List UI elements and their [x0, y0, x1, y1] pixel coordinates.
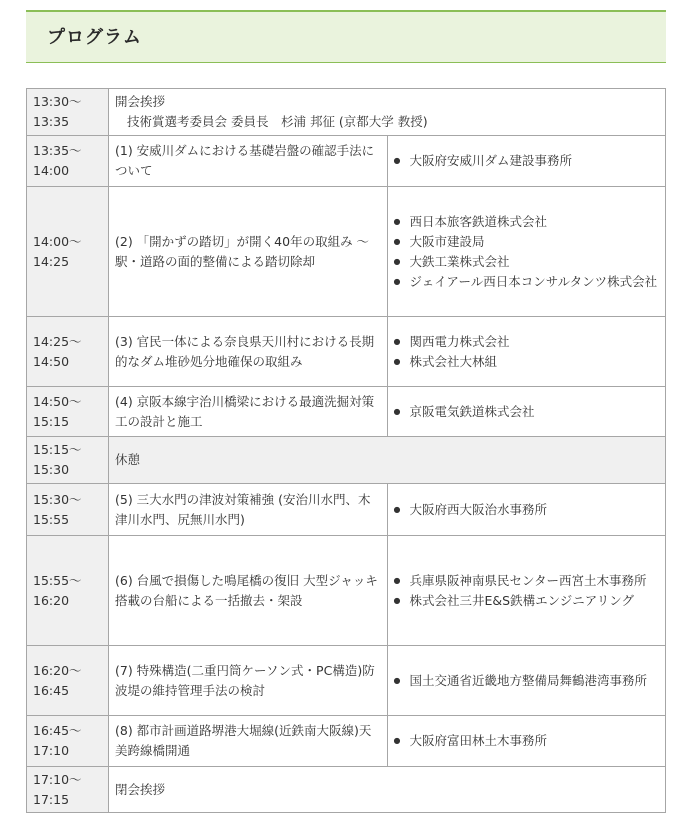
org-cell [387, 484, 666, 536]
title-cell [109, 187, 388, 317]
title-cell [109, 317, 388, 387]
start-time: 13:30～ [33, 94, 82, 109]
session-title: (4) 京阪本線宇治川橋梁における最適洗掘対策工の設計と施工 [115, 393, 375, 429]
title-cell [109, 387, 388, 437]
session-title: (8) 都市計画道路堺港大堀線(近鉄南大阪線)天美跨線橋開通 [115, 723, 372, 758]
start-time: 16:20～ [33, 662, 82, 678]
title-cell [109, 484, 388, 536]
start-time: 15:15～ [33, 442, 82, 457]
end-time: 16:45 [33, 682, 70, 698]
start-time: 15:30～ [33, 491, 82, 507]
time-cell [27, 136, 109, 187]
table-row [27, 536, 666, 646]
org-item: ● 京阪電気鉄道株式会社 [394, 402, 660, 422]
table-row [27, 187, 666, 317]
org-cell [387, 536, 666, 646]
session-title: (2) 「開かずの踏切」が開く40年の取組み ～駅・道路の面的整備による踏切除却 [115, 233, 370, 269]
title-cell [109, 89, 666, 136]
session-title: (3) 官民一体による奈良県天川村における長期的なダム堆砂処分地確保の取組み [115, 333, 375, 369]
org-item: ● 株式会社大林組 [394, 352, 660, 372]
end-time: 15:15 [33, 413, 70, 429]
table-row [27, 484, 666, 536]
time-cell [27, 437, 109, 484]
table-row [27, 89, 666, 136]
time-cell [27, 317, 109, 387]
org-cell [387, 136, 666, 187]
start-time: 15:55～ [33, 572, 82, 588]
title-cell [109, 536, 388, 646]
start-time: 16:45～ [33, 723, 82, 738]
time-cell [27, 387, 109, 437]
start-time: 14:50～ [33, 393, 82, 409]
table-row [27, 646, 666, 716]
org-item: ● 関西電力株式会社 [394, 332, 660, 352]
end-time: 14:50 [33, 353, 70, 369]
org-cell [387, 387, 666, 437]
title-cell [109, 136, 388, 187]
start-time: 14:25～ [33, 333, 82, 349]
end-time: 14:25 [33, 253, 70, 269]
session-title: (1) 安威川ダムにおける基礎岩盤の確認手法について [115, 143, 375, 178]
title-cell [109, 716, 388, 767]
session-title: 閉会挨拶 [115, 781, 166, 797]
session-subtitle: 技術賞選考委員会 委員長 杉浦 邦征 (京都大学 教授) [127, 114, 428, 129]
start-time: 13:35～ [33, 143, 82, 158]
time-cell [27, 716, 109, 767]
title-cell [109, 646, 388, 716]
time-cell [27, 89, 109, 136]
program-table [26, 88, 666, 813]
end-time: 13:35 [33, 114, 70, 129]
title-cell [109, 437, 666, 484]
time-cell [27, 484, 109, 536]
org-item: ● 大鉄工業株式会社 [394, 252, 660, 272]
table-row [27, 437, 666, 484]
org-cell [387, 716, 666, 767]
org-item: ● 大阪府西大阪治水事務所 [394, 500, 660, 520]
end-time: 14:00 [33, 163, 70, 178]
session-title: 休憩 [115, 452, 141, 467]
org-cell [387, 187, 666, 317]
time-cell [27, 646, 109, 716]
time-cell [27, 536, 109, 646]
org-item: ● 国土交通省近畿地方整備局舞鶴港湾事務所 [394, 671, 660, 691]
org-item: ● 株式会社三井E&S鉄構エンジニアリング [394, 591, 660, 611]
section-heading [26, 10, 666, 63]
time-cell [27, 187, 109, 317]
time-cell [27, 767, 109, 813]
org-item: ● 兵庫県阪神南県民センター西宮土木事務所 [394, 571, 660, 591]
org-cell [387, 646, 666, 716]
session-title: (7) 特殊構造(二重円筒ケーソン式・PC構造)防波堤の維持管理手法の検討 [115, 662, 375, 698]
session-title: (5) 三大水門の津波対策補強 (安治川水門、木津川水門、尻無川水門) [115, 491, 371, 527]
end-time: 15:30 [33, 462, 70, 477]
table-row [27, 716, 666, 767]
section-title: プログラム [47, 27, 142, 48]
table-row [27, 767, 666, 813]
start-time: 14:00～ [33, 233, 82, 249]
end-time: 17:10 [33, 743, 70, 758]
title-cell [109, 767, 666, 813]
table-row [27, 136, 666, 187]
org-item: ● 大阪府富田林土木事務所 [394, 731, 660, 751]
table-row [27, 317, 666, 387]
session-title: 開会挨拶 [115, 94, 166, 109]
table-row [27, 387, 666, 437]
org-item: ● 大阪府安威川ダム建設事務所 [394, 151, 660, 171]
session-title: (6) 台風で損傷した鳴尾橋の復旧 大型ジャッキ搭載の台船による一括撤去・架設 [115, 572, 378, 608]
end-time: 16:20 [33, 592, 70, 608]
org-item: ● 大阪市建設局 [394, 232, 660, 252]
org-cell [387, 317, 666, 387]
org-item: ● ジェイアール西日本コンサルタンツ株式会社 [394, 272, 660, 292]
org-item: ● 西日本旅客鉄道株式会社 [394, 212, 660, 232]
end-time: 15:55 [33, 511, 70, 527]
start-time: 17:10～ [33, 771, 82, 787]
end-time: 17:15 [33, 791, 70, 807]
